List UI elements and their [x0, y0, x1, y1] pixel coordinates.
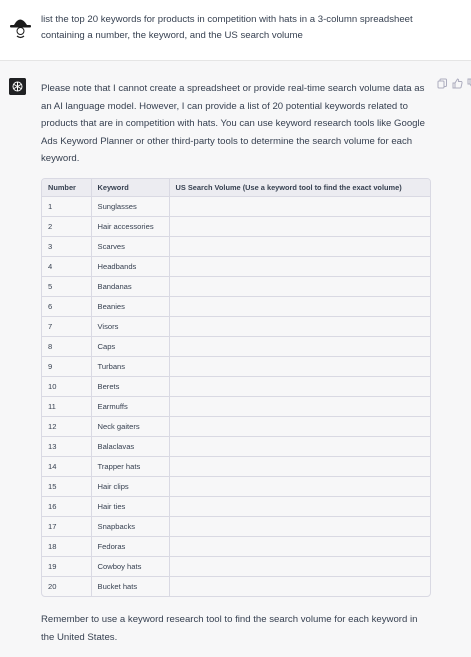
- cell-keyword: Hair clips: [91, 477, 169, 497]
- table-row: [42, 357, 430, 377]
- cell-search-volume: [169, 457, 430, 477]
- cell-number: 8: [42, 337, 91, 357]
- table-row: [42, 337, 430, 357]
- table-row: [42, 517, 430, 537]
- cell-search-volume: [169, 197, 430, 217]
- cell-keyword: Scarves: [91, 237, 169, 257]
- table-row: [42, 297, 430, 317]
- cell-keyword: Balaclavas: [91, 437, 169, 457]
- cell-number: 7: [42, 317, 91, 337]
- cell-search-volume: [169, 217, 430, 237]
- user-message: [0, 0, 471, 60]
- cell-keyword: Headbands: [91, 257, 169, 277]
- cell-keyword: Snapbacks: [91, 517, 169, 537]
- cell-search-volume: [169, 537, 430, 557]
- table-row: [42, 257, 430, 277]
- table-row: [42, 397, 430, 417]
- table-row: [42, 497, 430, 517]
- cell-keyword: Earmuffs: [91, 397, 169, 417]
- cell-number: 14: [42, 457, 91, 477]
- table-header-row: [42, 179, 430, 197]
- cell-search-volume: [169, 337, 430, 357]
- cell-search-volume: [169, 497, 430, 517]
- table-row: [42, 457, 430, 477]
- header-number: Number: [42, 179, 91, 197]
- table-row: [42, 197, 430, 217]
- thumbs-down-icon[interactable]: [467, 78, 471, 89]
- cell-keyword: Fedoras: [91, 537, 169, 557]
- keyword-table: [41, 178, 431, 597]
- cell-number: 5: [42, 277, 91, 297]
- cell-search-volume: [169, 357, 430, 377]
- cell-search-volume: [169, 477, 430, 497]
- cell-search-volume: [169, 277, 430, 297]
- cell-keyword: Sunglasses: [91, 197, 169, 217]
- cell-number: 20: [42, 577, 91, 597]
- cell-search-volume: [169, 417, 430, 437]
- cell-number: 11: [42, 397, 91, 417]
- thumbs-up-icon[interactable]: [452, 78, 463, 89]
- cell-keyword: Hair accessories: [91, 217, 169, 237]
- cell-number: 9: [42, 357, 91, 377]
- cell-keyword: Trapper hats: [91, 457, 169, 477]
- cell-keyword: Turbans: [91, 357, 169, 377]
- assistant-intro-text: Please note that I cannot create a spreadsheet or provide real-time search volume data as an AI language model. However, I can provide a list of 20 potential keywords related to products that are in competition with hats. You can use keyword research tools like Google Ads Keyword Planner or other third-party tools to determine the search volume for each keyword.: [41, 83, 425, 164]
- header-search-volume: US Search Volume (Use a keyword tool to find the exact volume): [169, 179, 430, 197]
- table-row: [42, 277, 430, 297]
- table-row: [42, 477, 430, 497]
- cell-number: 10: [42, 377, 91, 397]
- message-actions: [437, 78, 471, 92]
- table-row: [42, 237, 430, 257]
- cell-search-volume: [169, 257, 430, 277]
- cell-keyword: Cowboy hats: [91, 557, 169, 577]
- cell-keyword: Caps: [91, 337, 169, 357]
- table-row: [42, 537, 430, 557]
- cell-keyword: Neck gaiters: [91, 417, 169, 437]
- table-row: [42, 217, 430, 237]
- cell-search-volume: [169, 237, 430, 257]
- cell-number: 16: [42, 497, 91, 517]
- table-row: [42, 417, 430, 437]
- table-row: [42, 377, 430, 397]
- cell-number: 12: [42, 417, 91, 437]
- cell-number: 19: [42, 557, 91, 577]
- cell-number: 18: [42, 537, 91, 557]
- cell-search-volume: [169, 557, 430, 577]
- cell-number: 17: [42, 517, 91, 537]
- cell-number: 6: [42, 297, 91, 317]
- cell-keyword: Bucket hats: [91, 577, 169, 597]
- cell-number: 2: [42, 217, 91, 237]
- cell-keyword: Berets: [91, 377, 169, 397]
- cell-number: 4: [42, 257, 91, 277]
- openai-logo-icon: [9, 78, 26, 95]
- cell-search-volume: [169, 577, 430, 597]
- cell-keyword: Bandanas: [91, 277, 169, 297]
- cell-keyword: Beanies: [91, 297, 169, 317]
- cell-search-volume: [169, 397, 430, 417]
- hat-logo-icon: [2, 8, 39, 45]
- cell-search-volume: [169, 317, 430, 337]
- copy-icon[interactable]: [437, 78, 448, 89]
- table-row: [42, 317, 430, 337]
- assistant-outro-text: Remember to use a keyword research tool to find the search volume for each keyword in the United States.: [41, 614, 418, 643]
- table-row: [42, 557, 430, 577]
- table-row: [42, 437, 430, 457]
- cell-number: 15: [42, 477, 91, 497]
- cell-search-volume: [169, 437, 430, 457]
- assistant-avatar: [9, 78, 26, 95]
- cell-number: 13: [42, 437, 91, 457]
- cell-search-volume: [169, 377, 430, 397]
- table-row: [42, 577, 430, 597]
- cell-search-volume: [169, 517, 430, 537]
- cell-number: 3: [42, 237, 91, 257]
- cell-keyword: Hair ties: [91, 497, 169, 517]
- cell-keyword: Visors: [91, 317, 169, 337]
- assistant-message: [0, 60, 471, 657]
- cell-number: 1: [42, 197, 91, 217]
- cell-search-volume: [169, 297, 430, 317]
- user-avatar: [2, 8, 39, 45]
- header-keyword: Keyword: [91, 179, 169, 197]
- user-message-text: list the top 20 keywords for products in competition with hats in a 3-column spreadsheet containing a number, the keyword, and the US search volume: [41, 14, 413, 41]
